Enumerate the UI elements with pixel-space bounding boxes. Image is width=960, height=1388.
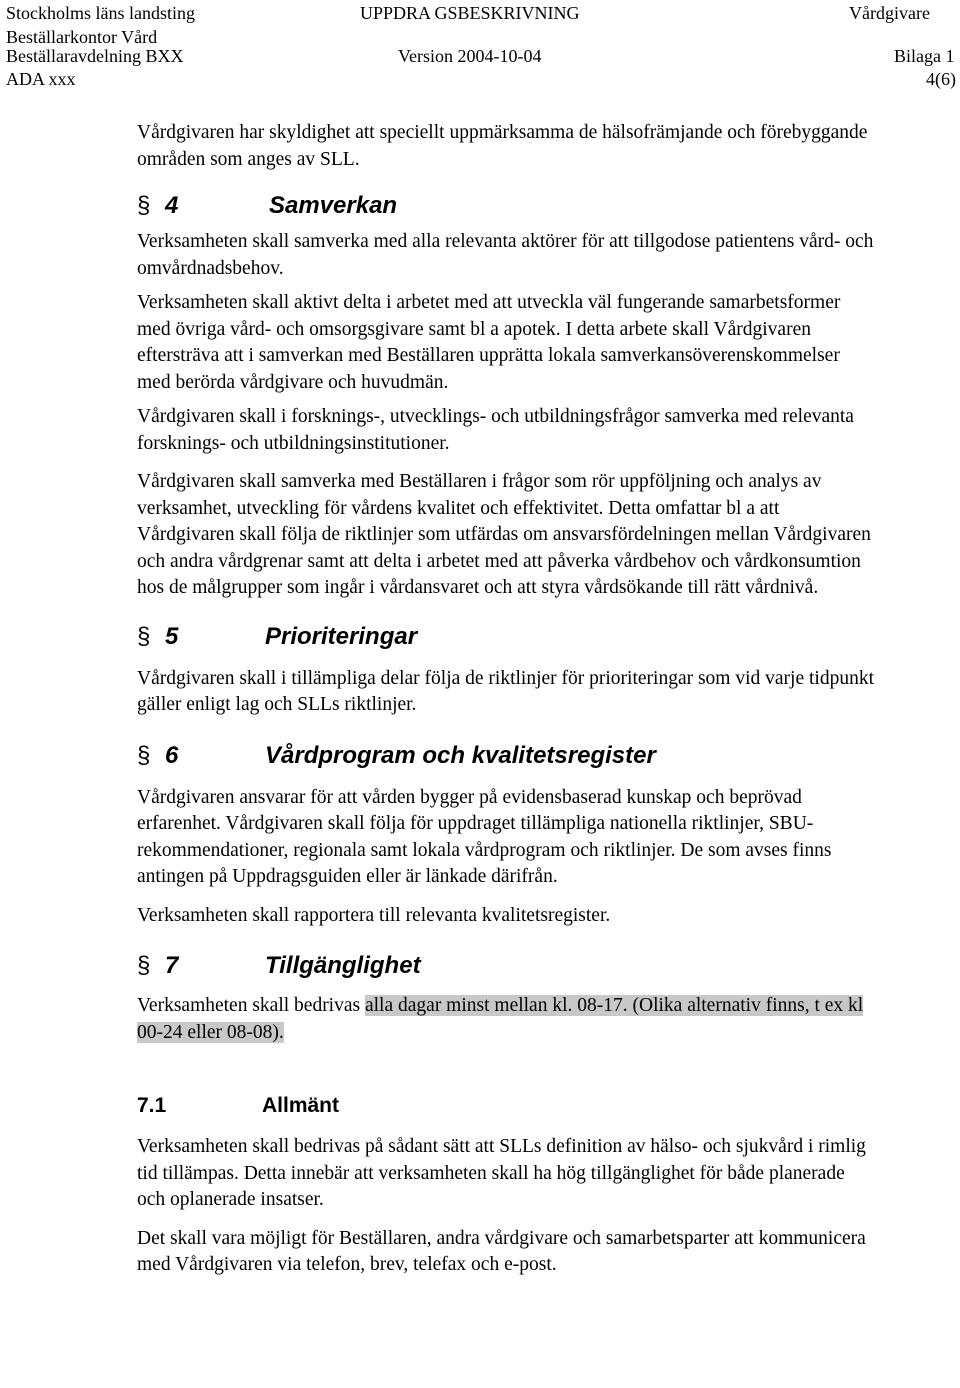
section-title: Prioriteringar <box>265 622 418 650</box>
section-7-1-paragraph-1: Verksamheten skall bedrivas på sådant sätt att SLLs definition av hälso- och sjukvård i rimlig tid tillämpas. Detta innebär att verksamheten skall ha hög tillgänglighet för både planerade och oplanerade insatser. <box>137 1136 866 1210</box>
header-page-number: 4(6) <box>926 69 956 89</box>
section-6-paragraph-2: Verksamheten skall rapportera till relevanta kvalitetsregister. <box>137 904 611 926</box>
section-number: 7 <box>165 952 179 979</box>
section-6-paragraph-1: Vårdgivaren ansvarar för att vården bygger på evidensbaserad kunskap och beprövad erfarenhet. Vårdgivaren skall följa för uppdraget tillämpliga nationella riktlinjer, SBU-rekommendationer, regionala samt lokala vårdprogram och riktlinjer. De som avses finns antingen på Uppdragsguiden eller är länkade därifrån. <box>137 786 832 887</box>
section-title: Tillgänglighet <box>265 952 421 979</box>
header-doc-type: UPPDRA GSBESKRIVNING <box>360 3 580 23</box>
section-7-text-highlighted: alla dagar minst mellan kl. 08-17. (Olika alternativ finns, t ex kl 00-24 eller 08-08). <box>137 995 864 1043</box>
section-title: Vårdprogram och kvalitetsregister <box>265 741 656 769</box>
section-heading-6 <box>137 741 877 771</box>
section-heading-4 <box>137 191 877 221</box>
section-heading-5 <box>137 622 877 652</box>
section-symbol: § <box>137 741 151 769</box>
document-body <box>137 120 877 1279</box>
section-4-paragraph-3: Vårdgivaren skall i forsknings-, utvecklings- och utbildningsfrågor samverka med relevanta forsknings- och utbildningsinstitutioner. <box>137 406 854 454</box>
subsection-title: Allmänt <box>262 1094 340 1117</box>
section-4-paragraph-1: Verksamheten skall samverka med alla relevanta aktörer för att tillgodose patientens vård- och omvårdnadsbehov. <box>137 231 874 279</box>
header-version: Version 2004-10-04 <box>398 46 542 66</box>
section-4-paragraph-2: Verksamheten skall aktivt delta i arbetet med att utveckla väl fungerande samarbetsformer med övriga vård- och omsorgsgivare samt bl a apotek. I detta arbete skall Vårdgivaren eftersträva att i samverkan med Beställaren upprätta lokala samverkansöverenskommelser med berörda vårdgivare och huvudmän. <box>137 292 841 393</box>
section-symbol: § <box>137 622 151 650</box>
header-appendix: Bilaga 1 <box>894 46 955 66</box>
section-symbol: § <box>137 952 151 979</box>
header-audience: Vårdgivare <box>849 3 930 23</box>
section-7-text-plain: Verksamheten skall bedrivas <box>137 995 365 1016</box>
header-ref: ADA xxx <box>6 69 76 89</box>
header-org: Stockholms läns landsting <box>6 3 195 23</box>
section-4-paragraph-4: Vårdgivaren skall samverka med Beställaren i frågor som rör uppföljning och analys av verksamhet, utveckling för vårdens kvalitet och effektivitet. Detta omfattar bl a att Vårdgivaren skall följa de riktlinjer som utfärdas om ansvarsfördelningen mellan Vårdgivaren och andra vårdgrenar samt att delta i arbetet med att påverka vårdbehov och vårdkonsumtion hos de målgrupper som ingår i vårdansvaret och att styra vårdsökande till rätt vårdnivå. <box>137 471 871 598</box>
header-office: Beställarkontor Vård <box>6 27 158 47</box>
section-symbol: § <box>137 192 151 219</box>
section-5-paragraph-1: Vårdgivaren skall i tillämpliga delar följa de riktlinjer för prioriteringar som vid varje tidpunkt gäller enligt lag och SLLs riktlinjer. <box>137 667 874 715</box>
subsection-heading-7-1 <box>137 1092 877 1120</box>
header-dept: Beställaravdelning BXX <box>6 46 184 66</box>
section-7-1-paragraph-2: Det skall vara möjligt för Beställaren, andra vårdgivare och samarbetsparter att kommunicera med Vårdgivaren via telefon, brev, telefax och e-post. <box>137 1227 866 1275</box>
subsection-number: 7.1 <box>137 1094 167 1117</box>
section-title: Samverkan <box>269 192 398 219</box>
intro-paragraph: Vårdgivaren har skyldighet att speciellt uppmärksamma de hälsofrämjande och förebyggande områden som anges av SLL. <box>137 122 868 170</box>
section-number: 4 <box>165 192 179 219</box>
section-heading-7 <box>137 951 877 981</box>
section-number: 5 <box>165 622 179 650</box>
section-7-paragraph-1 <box>137 993 877 1046</box>
section-number: 6 <box>165 741 179 769</box>
